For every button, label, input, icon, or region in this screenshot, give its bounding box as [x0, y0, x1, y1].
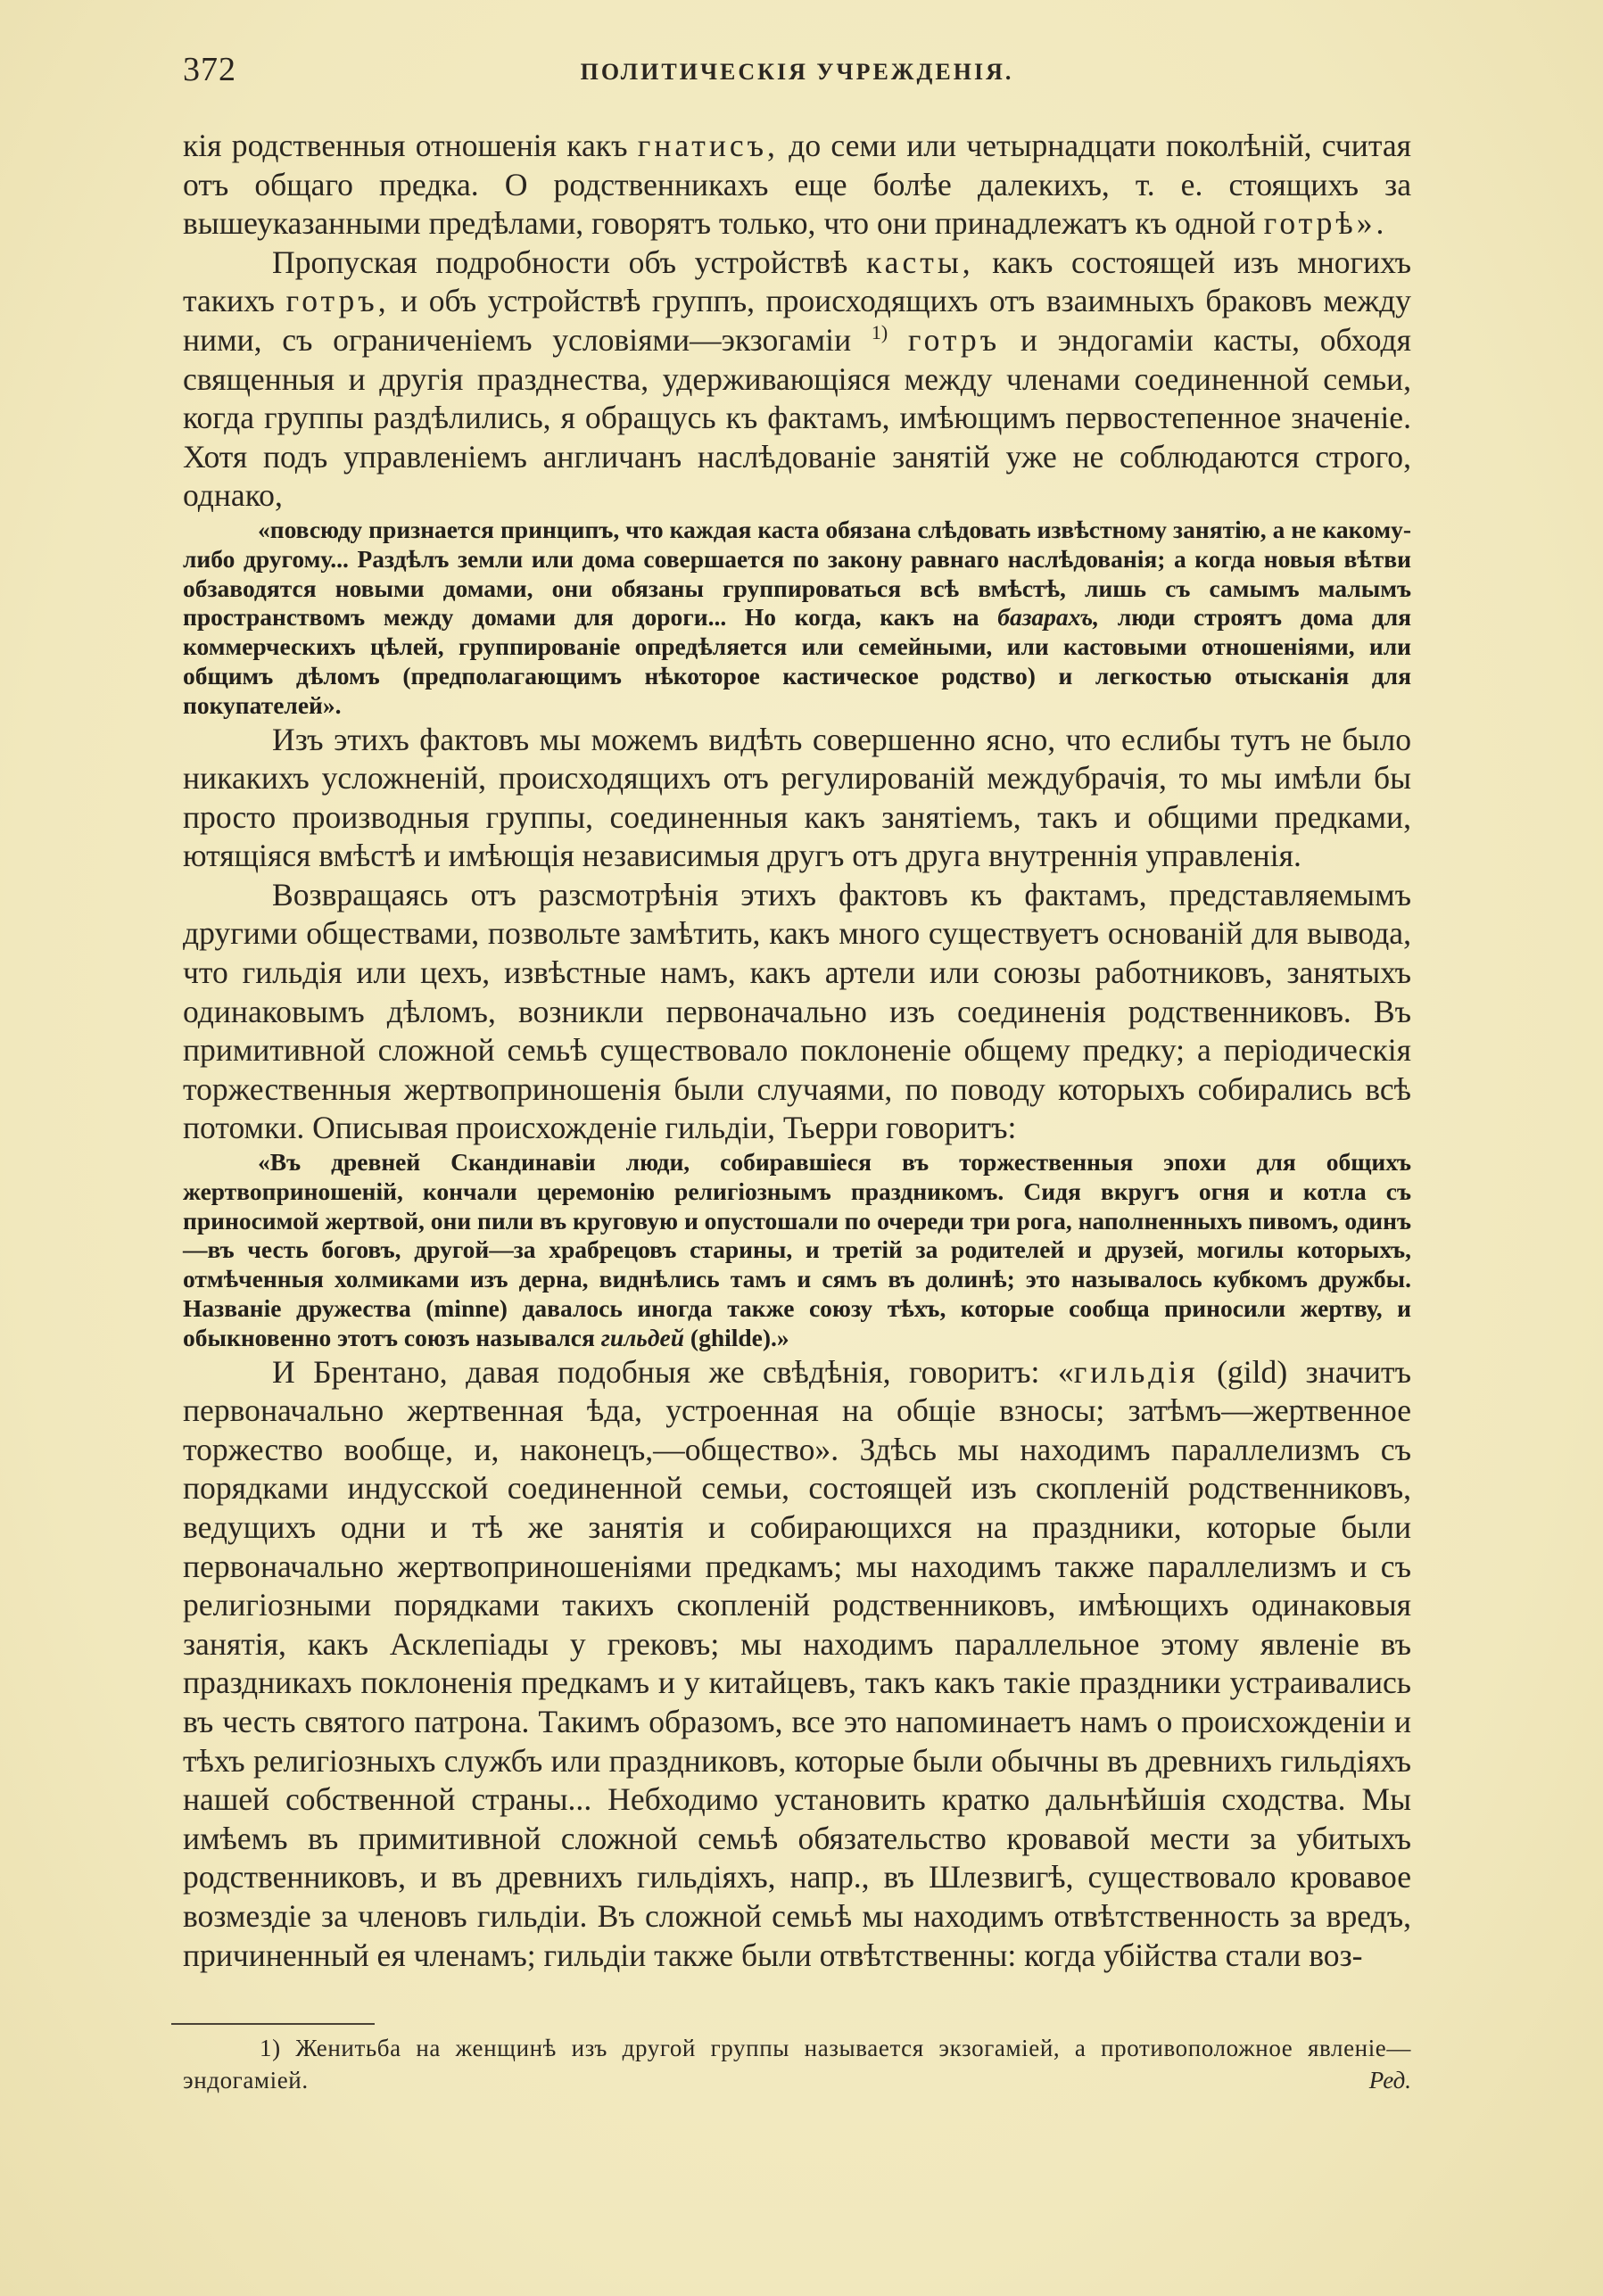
footnote-reference[interactable]: 1)	[871, 321, 888, 344]
footnote-divider	[171, 2023, 375, 2025]
paragraph-2: Пропуская подробности объ устройствѣ касты, какъ состоящей изъ многихъ такихъ готръ, и объ устройствѣ группъ, происходящихъ отъ взаимныхъ браковъ между ними, съ ограниченіемъ условіями—экзогаміи $^{1)}$ готръ и эндогаміи касты, обходя священныя и другія празднества, удерживающіяся между членами соединенной семьи, когда группы раздѣлились, я обращусь къ фактамъ, имѣющимъ первостепенное значеніе. Хотя подъ управленіемъ англичанъ наслѣдованіе занятій уже не соблюдаются строго, однако,	[183, 244, 1411, 514]
paragraph-5: И Брентано, давая подобныя же свѣдѣнія, говоритъ: «гильдія (gild) значитъ первоначально жертвенная ѣда, устроенная на общіе взносы; затѣмъ—жертвенное торжество вообще, и, наконецъ,—общество». Здѣсь мы находимъ параллелизмъ съ порядками индусской соединенной семьи, состоящей изъ скопленій родственниковъ, ведущихъ одни и тѣ же занятія и собирающихся на праздники, которые были первоначально жертвоприношеніями предкамъ; мы находимъ также параллелизмъ и съ религіозными порядками такихъ скопленій родственниковъ, имѣющихъ одинаковыя занятія, какъ Асклепіады у грековъ; мы находимъ параллельное этому явленіе въ праздникахъ поклоненія предкамъ и у китайцевъ, такъ какъ такіе праздники устраивались въ честь святого патрона. Такимъ образомъ, все это напоминаетъ намъ о происхожденіи и тѣхъ религіозныхъ службъ или праздниковъ, которые были обычны въ древнихъ гильдіяхъ нашей собственной страны... Небходимо установить кратко дальнѣйшія сходства. Мы имѣемъ въ примитивной сложной семьѣ обязательство кровавой мести за убитыхъ родственниковъ, и въ древнихъ гильдіяхъ, напр., въ Шлезвигѣ, существовало кровавое возмездіе за членовъ гильдіи. Въ сложной семьѣ мы находимъ отвѣтственность за вредъ, причиненный ея членамъ; гильдіи также были отвѣтственны: когда убійства стали воз-	[183, 1353, 1411, 1973]
page-header	[183, 50, 1411, 103]
page-number: 372	[183, 51, 236, 88]
paragraph-1: кія родственныя отношенія какъ гнатисъ, до семи или четырнадцати поколѣній, считая отъ общаго предка. О родственникахъ еще болѣе далекихъ, т. е. стоящихъ за вышеуказанными предѣлами, говорятъ только, что они принадлежатъ къ одной готрѣ».	[183, 128, 1411, 242]
footnote	[183, 2032, 1411, 2096]
page-body	[183, 127, 1411, 1975]
footnote-text: Женитьба на женщинѣ изъ другой группы называется экзогаміей, а противоположное явленіе—эндогаміей.	[183, 2035, 1411, 2094]
paragraph-3: Изъ этихъ фактовъ мы можемъ видѣть совершенно ясно, что еслибы тутъ не было никакихъ усложненій, происходящихъ отъ регулированій междубрачія, то мы имѣли бы просто производныя группы, соединенныя какъ занятіемъ, такъ и общими предками, ютящіяся вмѣстѣ и имѣющія независимыя другъ отъ друга внутреннія управленія.	[183, 721, 1411, 874]
running-title: ПОЛИТИЧЕСКІЯ УЧРЕЖДЕНІЯ.	[580, 59, 1014, 85]
block-quote-1: «повсюду признается принципъ, что каждая каста обязана слѣдовать извѣстному занятію, а не какому-либо другому... Раздѣлъ земли или дома совершается по закону равнаго наслѣдованія; а когда новыя вѣтви обзаводятся новыми домами, они обязаны группироваться всѣ вмѣстѣ, лишь съ самымъ малымъ пространствомъ между домами для дороги... Но когда, какъ на базарахъ, люди строятъ дома для коммерческихъ цѣлей, группированіе опредѣляется или семейными, или кастовыми отношеніями, или общимъ дѣломъ (предполагающимъ нѣкоторое кастическое родство) и легкостью отысканія для покупателей».	[183, 515, 1411, 719]
paragraph-4: Возвращаясь отъ разсмотрѣнія этихъ фактовъ къ фактамъ, представляемымъ другими обществами, позвольте замѣтить, какъ много существуетъ основаній для вывода, что гильдія или цехъ, извѣстные намъ, какъ артели или союзы работниковъ, занятыхъ одинаковымъ дѣломъ, возникли первоначально изъ соединенія родственниковъ. Въ примитивной сложной семьѣ существовало поклоненіе общему предку; а періодическія торжественныя жертвоприношенія были случаями, по поводу которыхъ собирались всѣ потомки. Описывая происхожденіе гильдіи, Тьерри говоритъ:	[183, 876, 1411, 1146]
block-quote-2: «Въ древней Скандинавіи люди, собиравшіеся въ торжественныя эпохи для общихъ жертвоприношеній, кончали церемонію религіознымъ праздникомъ. Сидя вкругъ огня и котла съ приносимой жертвой, они пили въ круговую и опустошали по очереди три рога, наполненныхъ пивомъ, одинъ—въ честь боговъ, другой—за храбрецовъ старины, и третій за родителей и друзей, могилы которыхъ, отмѣченныя холмиками изъ дерна, виднѣлись тамъ и сямъ въ долинѣ; это называлось кубкомъ дружбы. Названіе дружества (minne) давалось иногда также союзу тѣхъ, которые сообща приносили жертву, и обыкновенно этотъ союзъ назывался гильдей (ghilde).»	[183, 1148, 1411, 1351]
footnote-marker: 1)	[260, 2035, 281, 2061]
footnote-signature: Ред.	[1368, 2067, 1411, 2094]
